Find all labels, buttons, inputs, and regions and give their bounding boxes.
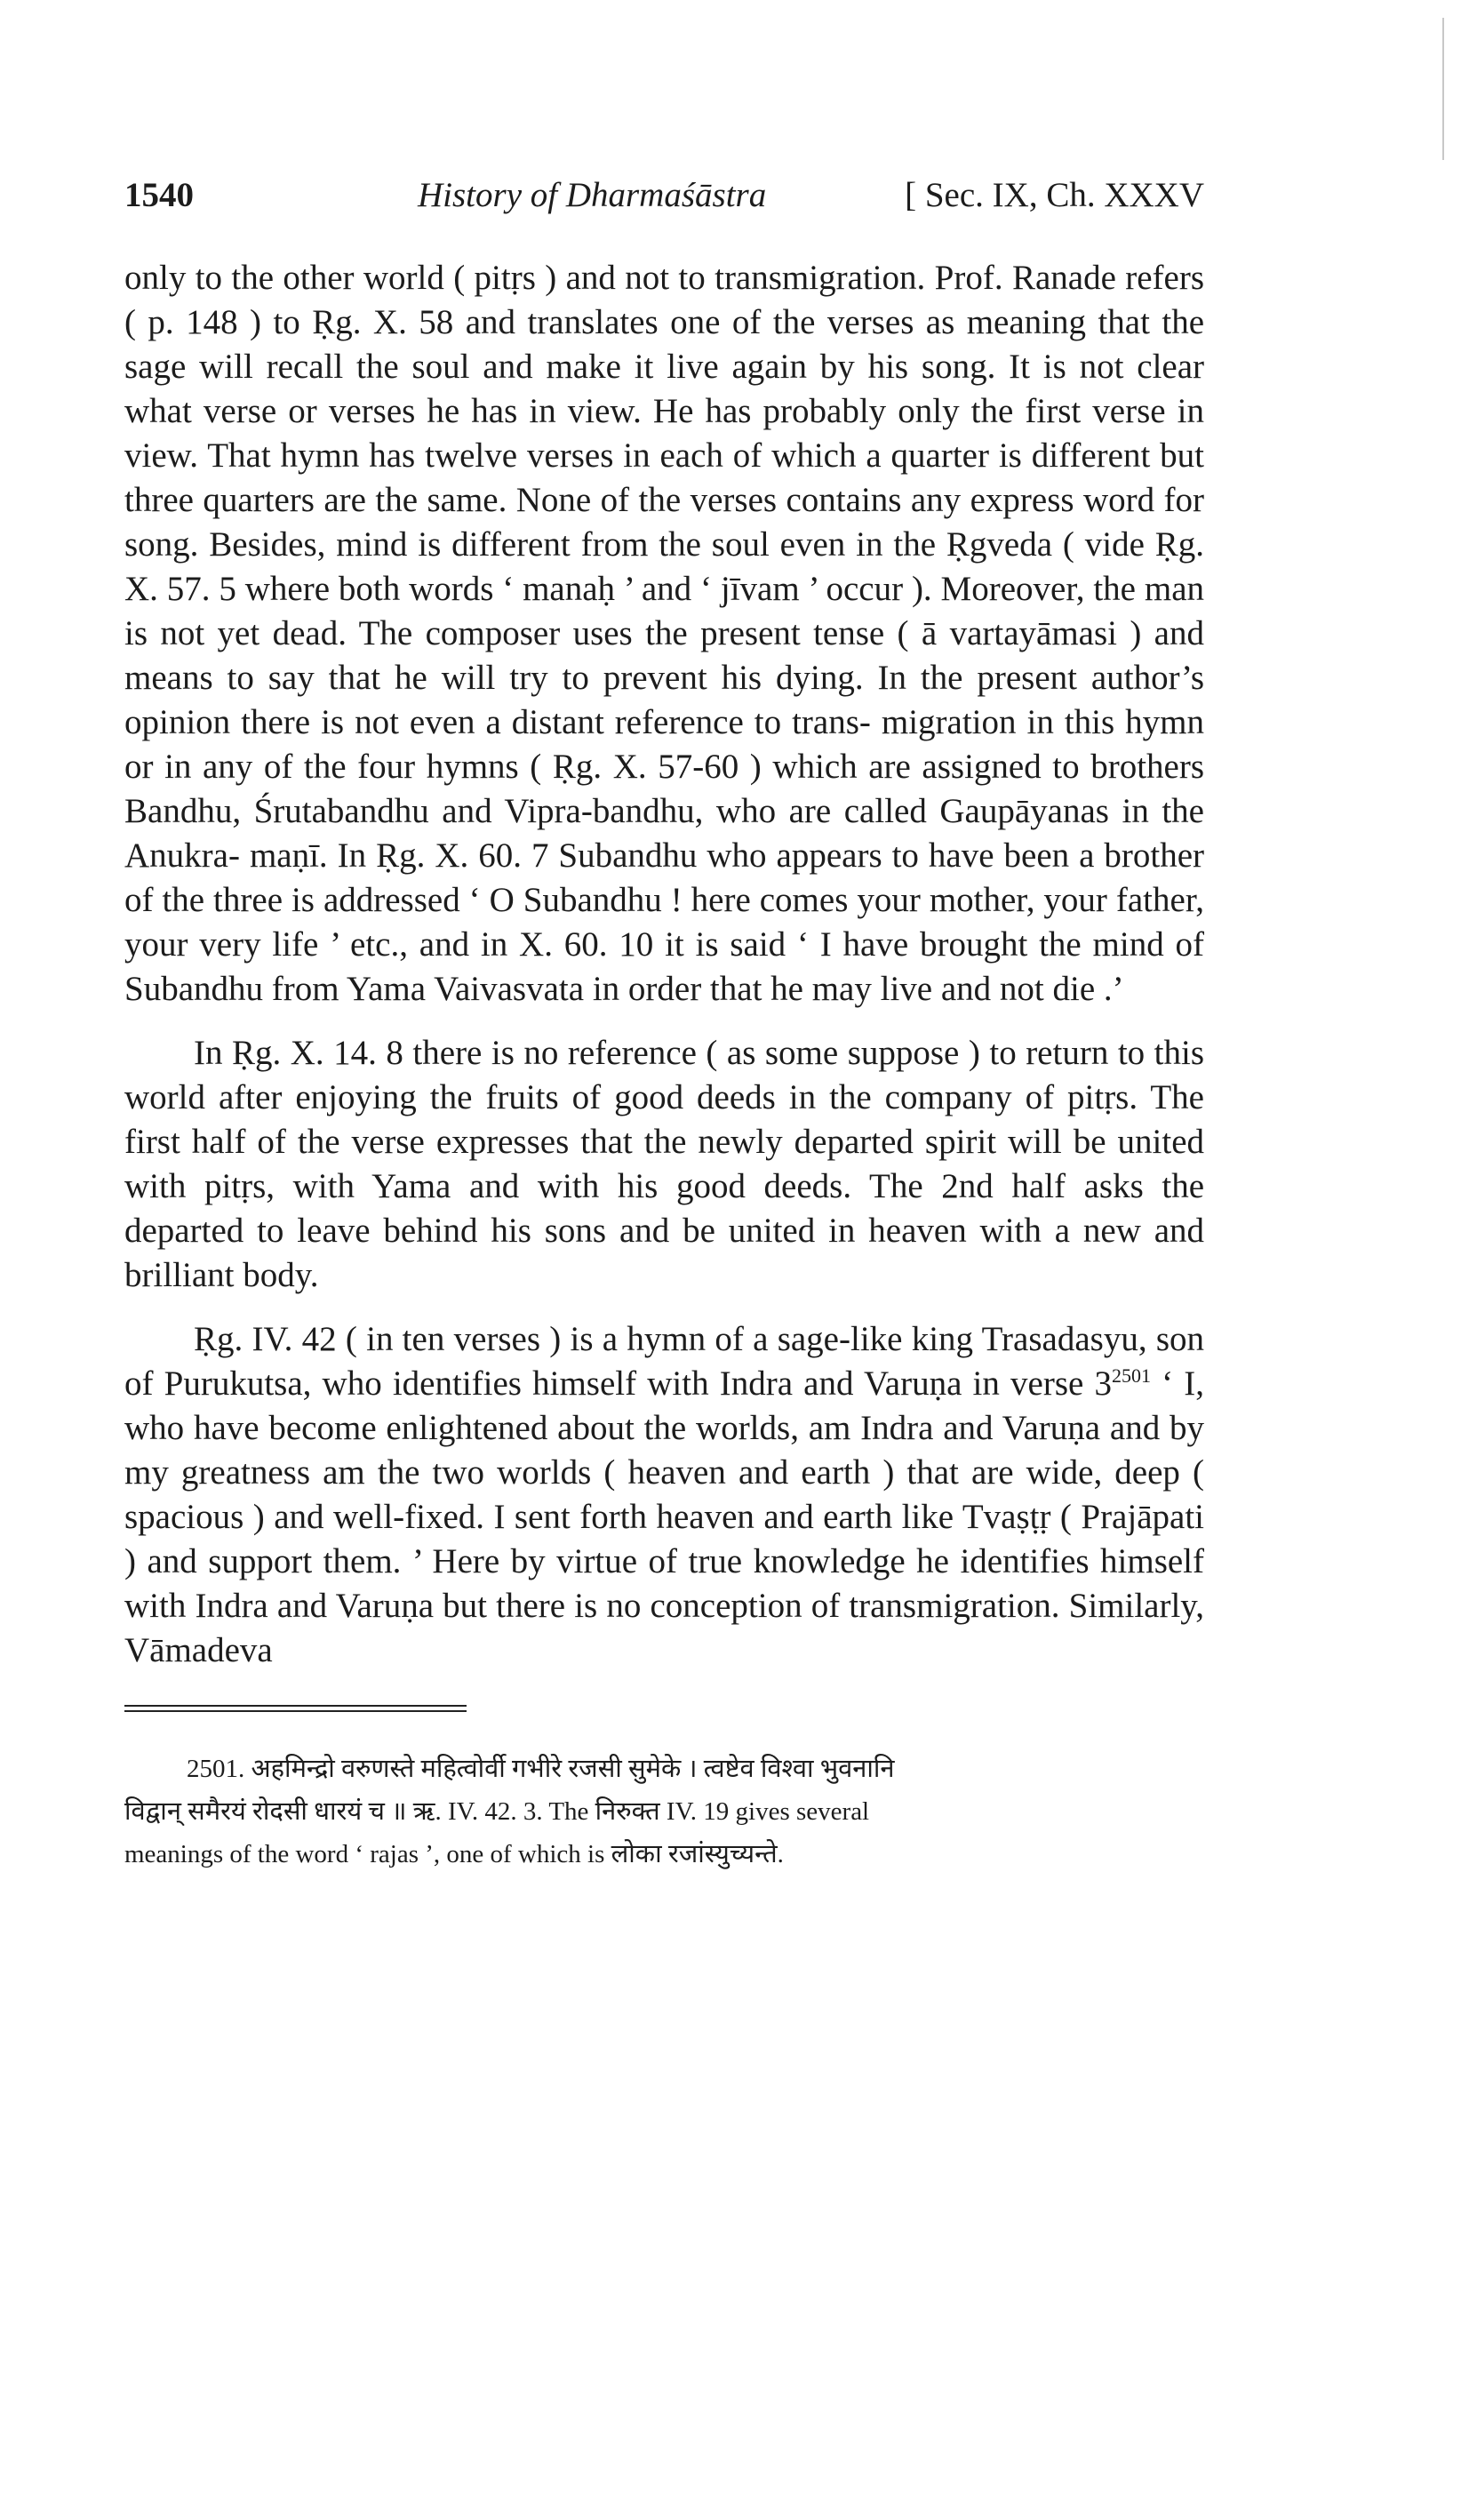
text-line: Trasadasyu, son of Purukutsa, who identifies himself with bbox=[124, 1320, 1204, 1403]
footnote-text: विद्वान् समैरयं रोदसी धारयं च ॥ ऋ. IV. 42. 3. The निरुक्त IV. 19 gives several bbox=[124, 1797, 870, 1826]
page-number: 1540 bbox=[124, 176, 194, 214]
text-line: brilliant body. bbox=[124, 1256, 319, 1294]
text-line: dead. The composer uses the present tense ( ā vartayāmasi ) and bbox=[272, 614, 1204, 652]
book-page bbox=[124, 169, 1204, 1876]
text-line: ( spacious ) and well-fixed. I sent forth heaven and earth like bbox=[124, 1453, 1204, 1536]
text-line: leave behind his sons and be united in heaven with a new and bbox=[297, 1212, 1205, 1250]
text-line: there is no conception of transmigration. Similarly, Vāmadeva bbox=[124, 1587, 1205, 1669]
paragraph-3 bbox=[124, 1317, 1204, 1673]
text-line: Ṛg. IV. 42 ( in ten verses ) is a hymn of a sage-like king bbox=[194, 1320, 974, 1358]
text-line: the newly departed spirit will be united with pitṛs, with Yama bbox=[124, 1123, 1205, 1205]
text-line: means to say that he will try to prevent his dying. In the present bbox=[124, 659, 1078, 697]
text-line: about the worlds, am Indra and Varuṇa and by my greatness bbox=[124, 1409, 1204, 1492]
text-line: the verses as meaning that the sage will recall the soul and bbox=[124, 303, 1205, 386]
text-line: view. That hymn has twelve verses in each of which a quarter bbox=[124, 436, 989, 475]
text-line: from the soul even in the Ṛgveda ( vide Ṛg. X. 57. 5 where both bbox=[124, 525, 1205, 608]
scan-edge-mark bbox=[1442, 18, 1444, 160]
footnote-divider bbox=[124, 1705, 467, 1712]
footnote-text: अहमिन्द्रो वरुणस्ते महित्वोर्वी गभीरे रजसी सुमेके । त्वष्टेव विश्वा भुवनानि bbox=[251, 1755, 895, 1783]
text-line: 57-60 ) which are assigned to brothers Bandhu, Śrutabandhu bbox=[124, 748, 1205, 830]
text-line: migration in this hymn or in any of the four hymns ( Ṛg. X. bbox=[124, 703, 1204, 786]
text-line: Tvaṣṭṛ ( Prajāpati ) and support them. ’ Here by virtue of true bbox=[124, 1498, 1204, 1580]
text-line: brother of the three is addressed ‘ O Subandhu ! here comes your bbox=[124, 836, 1205, 919]
text-line: knowledge he identifies himself with Indra and Varuṇa but bbox=[124, 1542, 1205, 1625]
text-line: and Vipra-bandhu, who are called Gaupāyanas in the Anukra- bbox=[124, 792, 1204, 875]
text-line: words ‘ manaḥ ’ and ‘ jīvam ’ occur ). Moreover, the man is not yet bbox=[124, 570, 1204, 652]
text-line: author’s opinion there is not even a distant reference to trans- bbox=[124, 659, 1205, 741]
running-title: History of Dharmaśāstra bbox=[418, 176, 767, 214]
text-line: to return to this world after enjoying the fruits of good deeds in bbox=[124, 1034, 1205, 1116]
text-line: maṇī. In Ṛg. X. 60. 7 Subandhu who appears to have been a bbox=[249, 836, 1095, 875]
text-line: ‘ I have brought the mind of Subandhu from Yama Vaivasvata bbox=[124, 925, 1204, 1008]
text-line: In Ṛg. X. 14. 8 there is no reference ( as some suppose ) bbox=[194, 1034, 980, 1072]
text-line: contains any express word for song. Besides, mind is different bbox=[124, 481, 1205, 564]
text-line-tail: ‘ I, who have become enlightened bbox=[124, 1364, 1204, 1447]
text-line: make it live again by his song. It is not clear what verse or bbox=[124, 348, 1205, 430]
footnote-line-1 bbox=[124, 1748, 1204, 1790]
paragraph-1 bbox=[124, 256, 1204, 1012]
text-line: in order that he may live and not die .’ bbox=[592, 970, 1124, 1008]
text-line: verses he has in view. He has probably only the first verse in bbox=[328, 392, 1205, 430]
text-line: Prof. Ranade refers ( p. 148 ) to Ṛg. X. 58 and translates one of bbox=[124, 259, 1204, 341]
footnote-text: meanings of the word ‘ rajas ’, one of which is लोका रजांस्युच्यन्ते. bbox=[124, 1840, 784, 1868]
paragraph-2 bbox=[124, 1031, 1204, 1298]
section-reference: [ Sec. IX, Ch. XXXV bbox=[905, 176, 1204, 214]
text-line: mother, your father, your very life ’ etc., and in X. 60. 10 it is said bbox=[124, 881, 1205, 964]
body-text bbox=[124, 256, 1204, 1673]
running-header bbox=[124, 169, 1204, 222]
footnote-reference: 2501 bbox=[1111, 1364, 1151, 1387]
text-line: Indra and Varuṇa in verse 3 bbox=[719, 1364, 1112, 1403]
text-line: is different but three quarters are the same. None of the verses bbox=[124, 436, 1204, 519]
text-line: and with his good deeds. The 2nd half asks the departed to bbox=[124, 1167, 1205, 1250]
text-line: only to the other world ( pitṛs ) and not to transmigration. bbox=[124, 259, 926, 297]
text-line: am the two worlds ( heaven and earth ) that are wide, deep bbox=[323, 1453, 1180, 1492]
footnote-line-2 bbox=[124, 1790, 1204, 1833]
footnote-number: 2501. bbox=[187, 1755, 245, 1783]
footnote-2501 bbox=[124, 1748, 1204, 1876]
text-line: the company of pitṛs. The first half of the verse expresses that bbox=[124, 1078, 1204, 1161]
footnote-line-3 bbox=[124, 1833, 1204, 1876]
